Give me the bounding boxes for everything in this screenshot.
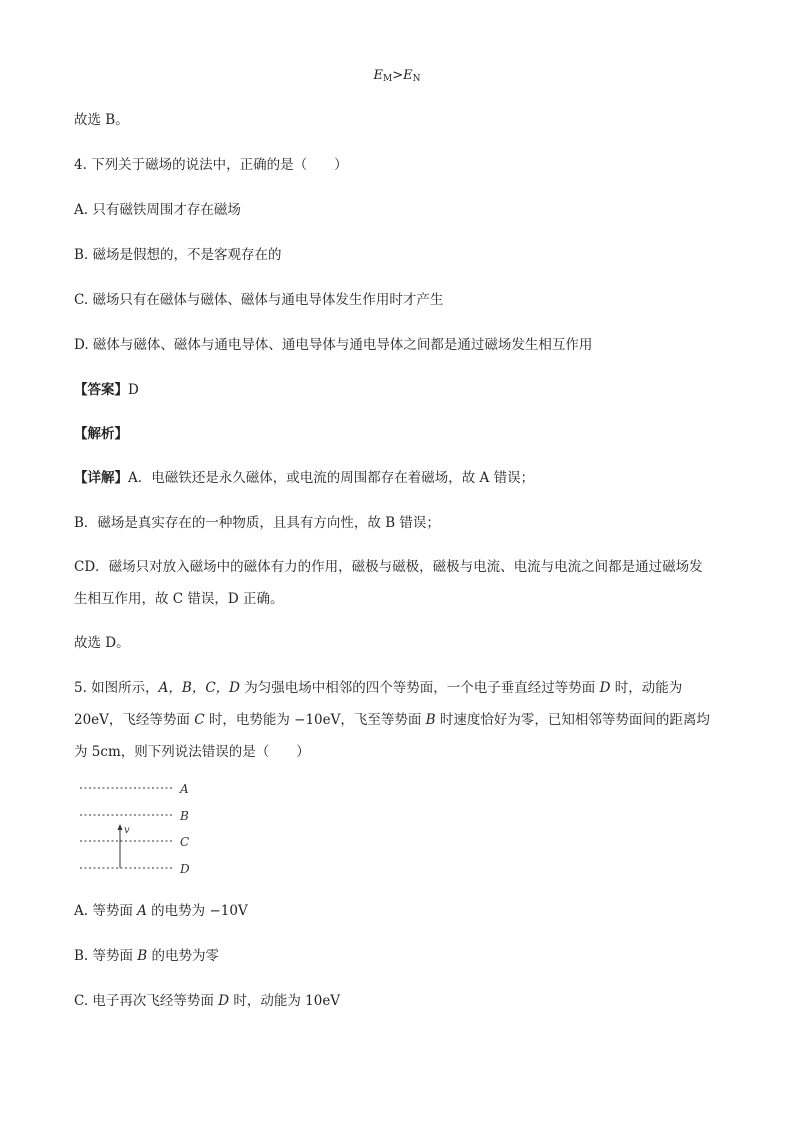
q4-option-d: D. 磁体与磁体、磁体与通电导体、通电导体与通电导体之间都是通过磁场发生相互作用 [74,337,593,353]
q4-option-c: C. 磁场只有在磁体与磁体、磁体与通电导体发生作用时才产生 [74,292,444,308]
q5-option-b: B. 等势面 B 的电势为零 [74,948,220,964]
q4-analysis-tag: 【解析】 [74,426,128,442]
answer-tag: 【答案】 [74,382,128,398]
q4-detail-b: B．磁场是真实存在的一种物质，且具有方向性，故 B 错误； [74,515,440,531]
velocity-label: v [124,825,130,836]
q4-option-b: B. 磁场是假想的，不是客观存在的 [74,247,282,263]
formula-operator: > [392,68,404,83]
q4-stem: 4. 下列关于磁场的说法中，正确的是（ ） [74,157,348,173]
label-a: A [180,782,189,796]
equipotential-diagram [74,776,234,880]
label-d: D [180,862,190,876]
velocity-arrowhead [118,824,123,830]
formula-line [0,66,794,89]
q5-stem-line1: 5. 如图所示，A，B，C，D 为匀强电场中相邻的四个等势面，一个电子垂直经过等势面 D 时，动能为 [74,680,683,696]
q5-stem-line3: 为 5cm，则下列说法错误的是（ ） [74,744,310,760]
q5-option-c: C. 电子再次飞经等势面 D 时，动能为 10eV [74,993,341,1009]
answer-value: D [128,382,139,398]
formula-em: $E_M$ [373,68,393,84]
q4-answer [74,380,139,400]
q4-detail-cd-line1: CD．磁场只对放入磁场中的磁体有力的作用，磁极与磁极，磁极与电流、电流与电流之间都是通过磁场发 [74,559,703,575]
q5-option-a: A. 等势面 A 的电势为 −10V [74,903,248,919]
detail-tag: 【详解】 [74,470,128,486]
formula-en: $E_N$ [403,68,421,84]
q5-stem-line2: 20eV，飞经等势面 C 时，电势能为 −10eV，飞至等势面 B 时速度恰好为零，已知相邻等势面间的距离均 [74,712,710,728]
q4-detail-cd-line2: 生相互作用，故 C 错误，D 正确。 [74,591,284,607]
label-b: B [180,809,189,823]
label-c: C [180,835,190,849]
prev-conclusion: 故选 B。 [74,112,129,128]
q4-detail-a: 【详解】A．电磁铁还是永久磁体，或电流的周围都存在着磁场，故 A 错误； [74,470,535,486]
q4-conclusion: 故选 D。 [74,635,130,651]
q4-option-a: A. 只有磁铁周围才存在磁场 [74,202,241,218]
